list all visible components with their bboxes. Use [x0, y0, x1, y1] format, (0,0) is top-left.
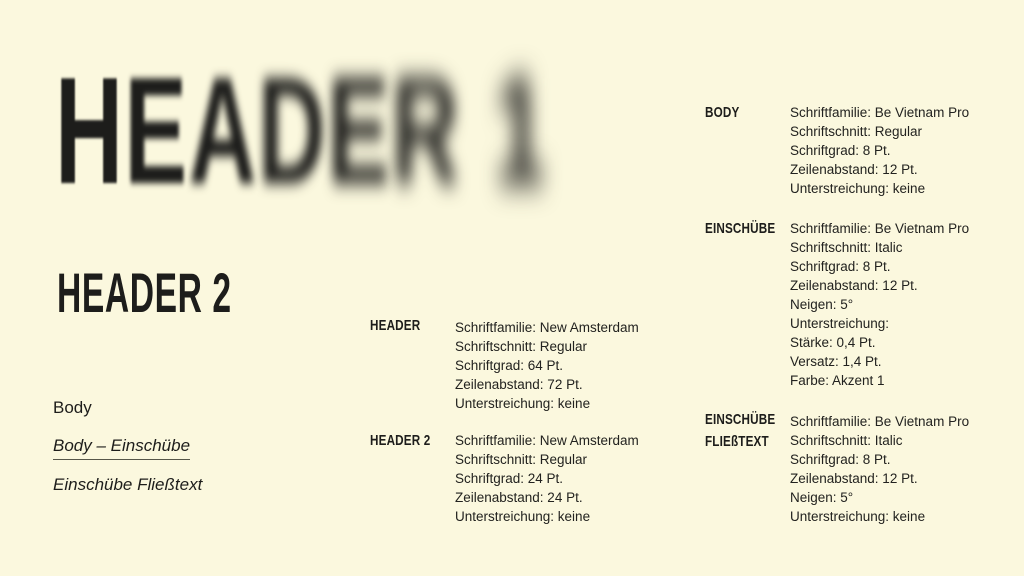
spec-line: Schriftfamilie: New Amsterdam	[455, 320, 639, 335]
header1-sample	[55, 48, 849, 215]
spec-line: Zeilenabstand: 24 Pt.	[455, 490, 583, 505]
spec-label-einschuebe	[705, 218, 795, 240]
spec-line: Schriftschnitt: Italic	[790, 433, 903, 448]
spec-line: Schriftschnitt: Regular	[455, 339, 588, 354]
header2-sample	[57, 262, 348, 324]
spec-line: Neigen: 5°	[790, 490, 854, 505]
spec-line: Schriftfamilie: Be Vietnam Pro	[790, 221, 970, 236]
spec-lines-body	[790, 103, 969, 198]
body-einschuebe-sample-text: Body – Einschübe	[53, 436, 190, 460]
spec-line: Schriftgrad: 64 Pt.	[455, 358, 564, 373]
spec-label-body-text: BODY	[705, 104, 740, 121]
spec-line: Zeilenabstand: 12 Pt.	[790, 278, 918, 293]
spec-line: Farbe: Akzent 1	[790, 373, 885, 388]
spec-line: Zeilenabstand: 72 Pt.	[455, 377, 583, 392]
spec-line: Zeilenabstand: 12 Pt.	[790, 162, 918, 177]
spec-line: Schriftgrad: 8 Pt.	[790, 143, 891, 158]
spec-label-einschuebe-fliesstext-line1: EINSCHÜBE	[705, 411, 776, 428]
spec-lines-header2	[455, 431, 639, 526]
header1-sample-text: HEADER 1	[55, 46, 548, 216]
spec-label-header	[370, 315, 435, 337]
spec-label-einschuebe-fliesstext	[705, 409, 795, 453]
spec-line: Versatz: 1,4 Pt.	[790, 354, 882, 369]
spec-line: Unterstreichung: keine	[790, 509, 926, 524]
spec-label-einschuebe-text: EINSCHÜBE	[705, 220, 776, 237]
spec-label-einschuebe-fliesstext-line2: FLIEßTEXT	[705, 433, 769, 450]
spec-line: Schriftfamilie: New Amsterdam	[455, 433, 639, 448]
spec-label-header2-text: HEADER 2	[370, 432, 431, 449]
spec-line: Unterstreichung: keine	[790, 181, 926, 196]
spec-line: Schriftgrad: 24 Pt.	[455, 471, 564, 486]
spec-line: Stärke: 0,4 Pt.	[790, 335, 876, 350]
spec-label-header2	[370, 430, 447, 452]
spec-label-header-text: HEADER	[370, 317, 421, 334]
spec-line: Schriftschnitt: Regular	[455, 452, 588, 467]
spec-line: Schriftgrad: 8 Pt.	[790, 452, 891, 467]
spec-line: Unterstreichung: keine	[455, 396, 591, 411]
body-style-sample: Body	[53, 398, 92, 417]
spec-label-body	[705, 102, 749, 124]
spec-lines-einschuebe-fliesstext	[790, 412, 969, 526]
spec-lines-header	[455, 318, 639, 413]
body-einschuebe-style-sample	[53, 436, 190, 460]
spec-lines-einschuebe	[790, 219, 969, 390]
header2-sample-text: HEADER 2	[57, 261, 232, 324]
spec-line: Schriftfamilie: Be Vietnam Pro	[790, 105, 970, 120]
einschuebe-fliesstext-style-sample: Einschübe Fließtext	[53, 475, 203, 494]
spec-line: Schriftschnitt: Italic	[790, 240, 903, 255]
spec-line: Schriftschnitt: Regular	[790, 124, 923, 139]
spec-line: Schriftgrad: 8 Pt.	[790, 259, 891, 274]
spec-line: Unterstreichung: keine	[455, 509, 591, 524]
spec-line: Neigen: 5°	[790, 297, 854, 312]
spec-line: Schriftfamilie: Be Vietnam Pro	[790, 414, 970, 429]
spec-line: Unterstreichung:	[790, 316, 890, 331]
spec-line: Zeilenabstand: 12 Pt.	[790, 471, 918, 486]
